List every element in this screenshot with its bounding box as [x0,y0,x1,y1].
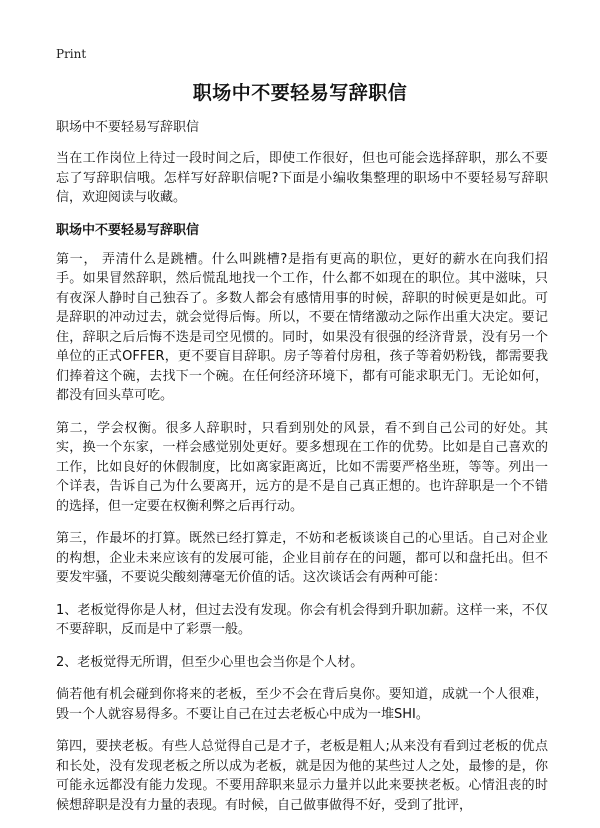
print-link[interactable]: Print [56,47,87,61]
paragraph-1: 第一， 弄清什么是跳槽。什么叫跳槽?是指有更高的职位，更好的薪水在向我们招手。如果冒然辞职，然后慌乱地找一个工作，什么都不如现在的职位。其中滋味，只有夜深人静时自己独吞了。多数人都会有感情用事的时候，辞职的时候更是如此。可是辞职的冲动过去，就会觉得后悔。所以，不要在情绪激动之际作出重大决定。要记住，辞职之后后悔不迭是司空见惯的。同时，如果没有很强的经济背景，没有另一个单位的正式OFFER，更不要盲目辞职。房子等着付房租，孩子等着奶粉钱，都需要我们捧着这个碗，去找下一个碗。在任何经济环境下，都有可能求职无门。无论如何，都没有回头草可吃。 [56,251,548,403]
article-body [56,118,548,828]
section-heading: 职场中不要轻易写辞职信 [56,222,200,238]
paragraph-6: 倘若他有机会碰到你将来的老板，至少不会在背后臭你。要知道，成就一个人很难，毁一个人就容易得多。不要让自己在过去老板心中成为一堆SHI。 [56,687,548,722]
paragraph-4: 1、老板觉得你是人材，但过去没有发现。你会有机会得到升职加薪。这样一来，不仅不要辞职，反而是中了彩票一般。 [56,602,548,637]
article-subtitle: 职场中不要轻易写辞职信 [56,120,200,135]
paragraph-5: 2、老板觉得无所谓，但至少心里也会当你是个人材。 [56,654,364,670]
page-title: 职场中不要轻易写辞职信 [192,82,408,104]
paragraph-2: 第二，学会权衡。很多人辞职时，只看到别处的风景，看不到自己公司的好处。其实，换一个东家，一样会感觉别处更好。要多想现在工作的优势。比如是自己喜欢的工作，比如良好的休假制度，比如离家距离近，比如不需要严格坐班，等等。列出一个详表，告诉自己为什么要离开，远方的是不是自己真正想的。也许辞职是一个不错的选择，但一定要在权衡利弊之后再行动。 [56,420,548,514]
intro-paragraph: 当在工作岗位上待过一段时间之后，即使工作很好，但也可能会选择辞职，那么不要忘了写辞职信哦。怎样写好辞职信呢?下面是小编收集整理的职场中不要轻易写辞职信，欢迎阅读与收藏。 [56,151,548,205]
paragraph-7: 第四，要挟老板。有些人总觉得自己是才子，老板是粗人;从来没有看到过老板的优点和长处，没有发现老板之所以成为老板，就是因为他的某些过人之处，最惨的是，你可能永远都没有能力发现。不要用辞职来显示力量并以此来要挟老板。心情沮丧的时候想辞职是没有力量的表现。有时候，自己做事做得不好，受到了批评， [56,739,548,813]
paragraph-3: 第三，作最坏的打算。既然已经打算走，不妨和老板谈谈自己的心里话。自己对企业的构想，企业未来应该有的发展可能，企业目前存在的问题，都可以和盘托出。但不要发牢骚，不要说尖酸刻薄毫无价值的话。这次谈话会有两种可能： [56,531,548,585]
